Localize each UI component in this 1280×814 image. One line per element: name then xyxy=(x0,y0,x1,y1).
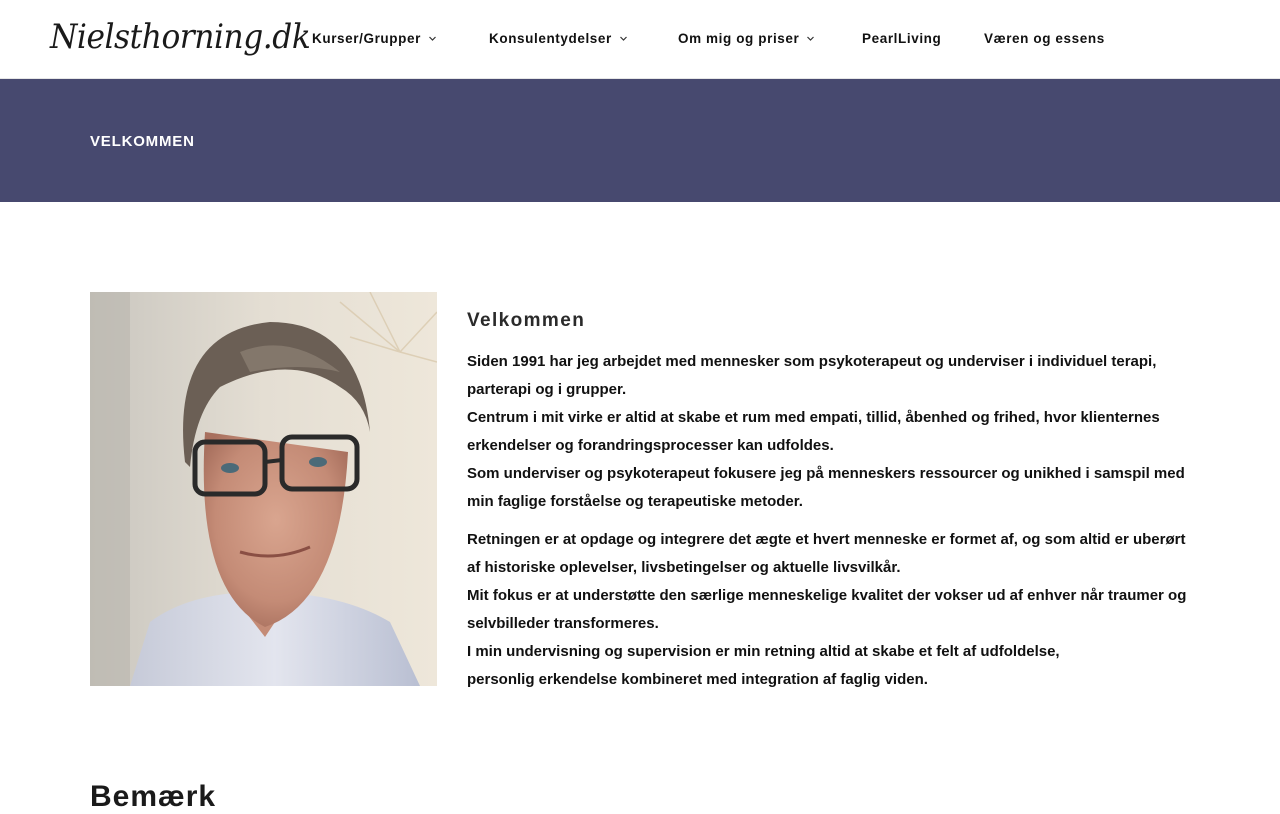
nav-label: Konsulentydelser xyxy=(489,31,612,46)
text-line: I min undervisning og supervision er min retning altid at skabe et felt af udfoldelse, xyxy=(467,643,1060,660)
nav-item-pearlliving[interactable] xyxy=(862,31,941,46)
page-banner xyxy=(0,79,1280,202)
chevron-down-icon xyxy=(806,34,815,43)
text-line: Retningen er at opdage og integrere det ægte et hvert menneske er formet af, og som altid er uberørt af historiske oplevelser, livsbetingelser og aktuelle livsvilkår. xyxy=(467,531,1186,576)
intro-paragraph xyxy=(467,348,1197,516)
nav-label: Om mig og priser xyxy=(678,31,800,46)
chevron-down-icon xyxy=(428,34,437,43)
site-logo[interactable] xyxy=(50,14,311,60)
chevron-down-icon xyxy=(619,34,628,43)
text-line: Som underviser og psykoterapeut fokusere jeg på menneskers ressourcer og unikhed i samspil med min faglige forståelse og terapeutiske metoder. xyxy=(467,465,1185,510)
portrait-photo xyxy=(90,292,437,686)
nav-item-vaeren-og-essens[interactable] xyxy=(984,31,1105,46)
nav-item-om-mig-og-priser[interactable] xyxy=(678,31,815,46)
nav-item-konsulentydelser[interactable] xyxy=(489,31,628,46)
nav-item-kurser-grupper[interactable] xyxy=(312,31,437,46)
page-title: VELKOMMEN xyxy=(90,133,195,150)
logo-text: Nielsthorning.dk xyxy=(50,17,311,57)
text-line: Mit fokus er at understøtte den særlige menneskelige kvalitet der vokser ud af enhver når traumer og selvbilleder transformeres. xyxy=(467,587,1187,632)
nav-label: PearlLiving xyxy=(862,31,942,46)
text-line: Centrum i mit virke er altid at skabe et rum med empati, tillid, åbenhed og frihed, hvor klienternes erkendelser og forandringsprocesser kan udfoldes. xyxy=(467,409,1160,454)
text-line: personlig erkendelse kombineret med integration af faglig viden. xyxy=(467,671,928,688)
focus-paragraph xyxy=(467,526,1197,694)
content-heading: Velkommen xyxy=(467,310,586,331)
nav-label: Kurser/Grupper xyxy=(312,31,421,46)
site-header xyxy=(0,0,1280,79)
section-heading: Bemærk xyxy=(90,780,217,813)
nav-label: Væren og essens xyxy=(984,31,1105,46)
main-content xyxy=(467,308,1197,704)
text-line: Siden 1991 har jeg arbejdet med mennesker som psykoterapeut og underviser i individuel terapi, parterapi og i grupper. xyxy=(467,353,1157,398)
